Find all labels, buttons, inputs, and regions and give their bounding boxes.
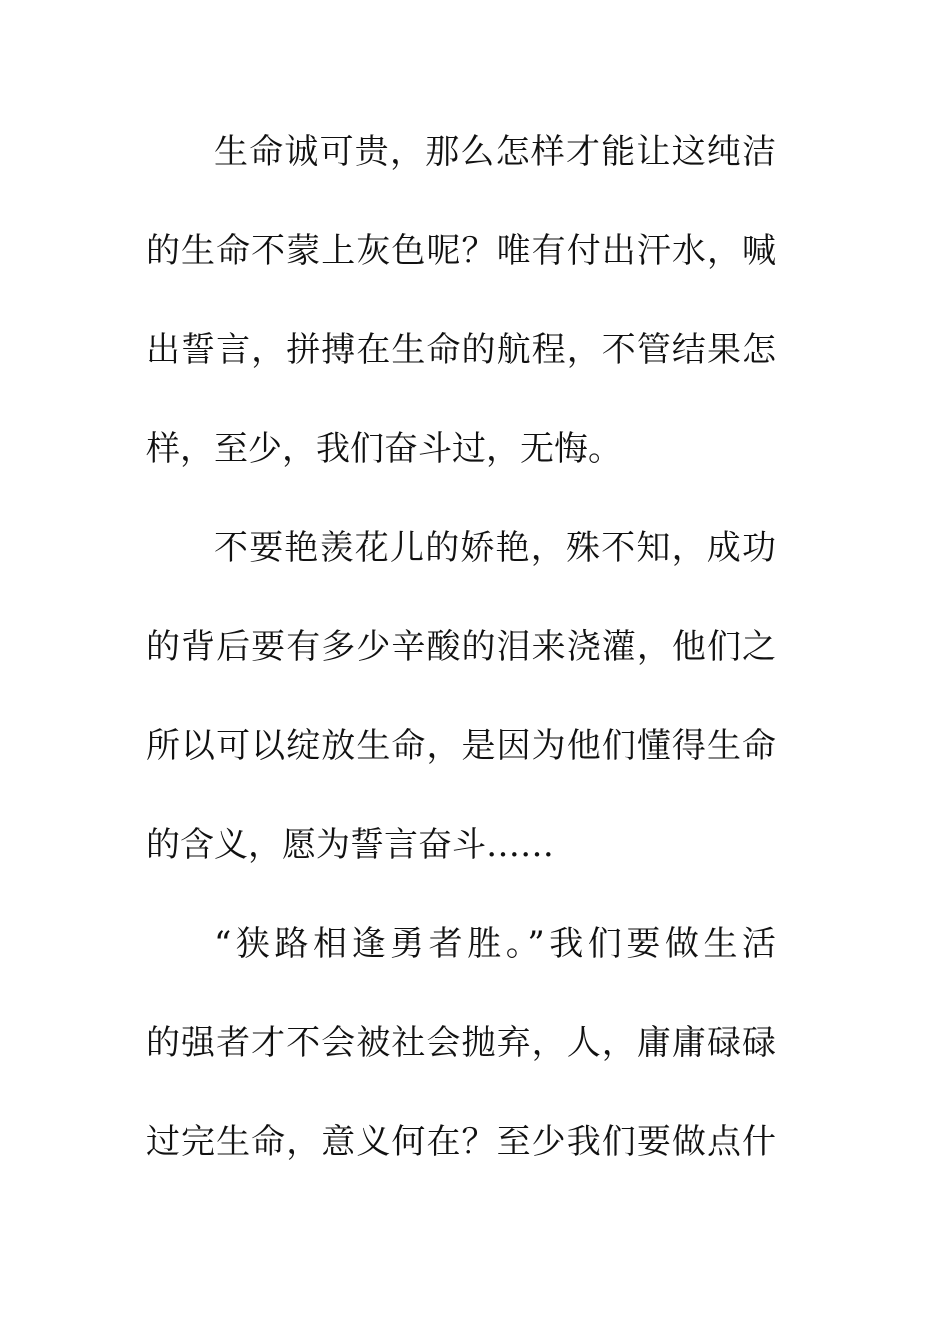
text-line: 出誓言，拼搏在生命的航程，不管结果怎 <box>146 330 776 370</box>
text-line: “狭路相逢勇者胜。”我们要做生活 <box>214 924 776 964</box>
paragraph-2 <box>146 516 776 912</box>
paragraph-3 <box>146 912 776 1209</box>
text-line: 过完生命，意义何在？至少我们要做点什 <box>146 1122 776 1162</box>
text-line: 样，至少，我们奋斗过，无悔。 <box>146 429 622 469</box>
text-line: 生命诚可贵，那么怎样才能让这纯洁 <box>214 132 776 172</box>
text-line: 的强者才不会被社会抛弃，人，庸庸碌碌 <box>146 1023 776 1063</box>
text-line: 的生命不蒙上灰色呢？唯有付出汗水，喊 <box>146 231 776 271</box>
text-line: 所以可以绽放生命，是因为他们懂得生命 <box>146 726 776 766</box>
document-body <box>146 120 776 1209</box>
text-line: 不要艳羡花儿的娇艳，殊不知，成功 <box>214 528 776 568</box>
paragraph-1 <box>146 120 776 516</box>
text-line: 的背后要有多少辛酸的泪来浇灌，他们之 <box>146 627 776 667</box>
text-line: 的含义，愿为誓言奋斗…… <box>146 825 554 865</box>
